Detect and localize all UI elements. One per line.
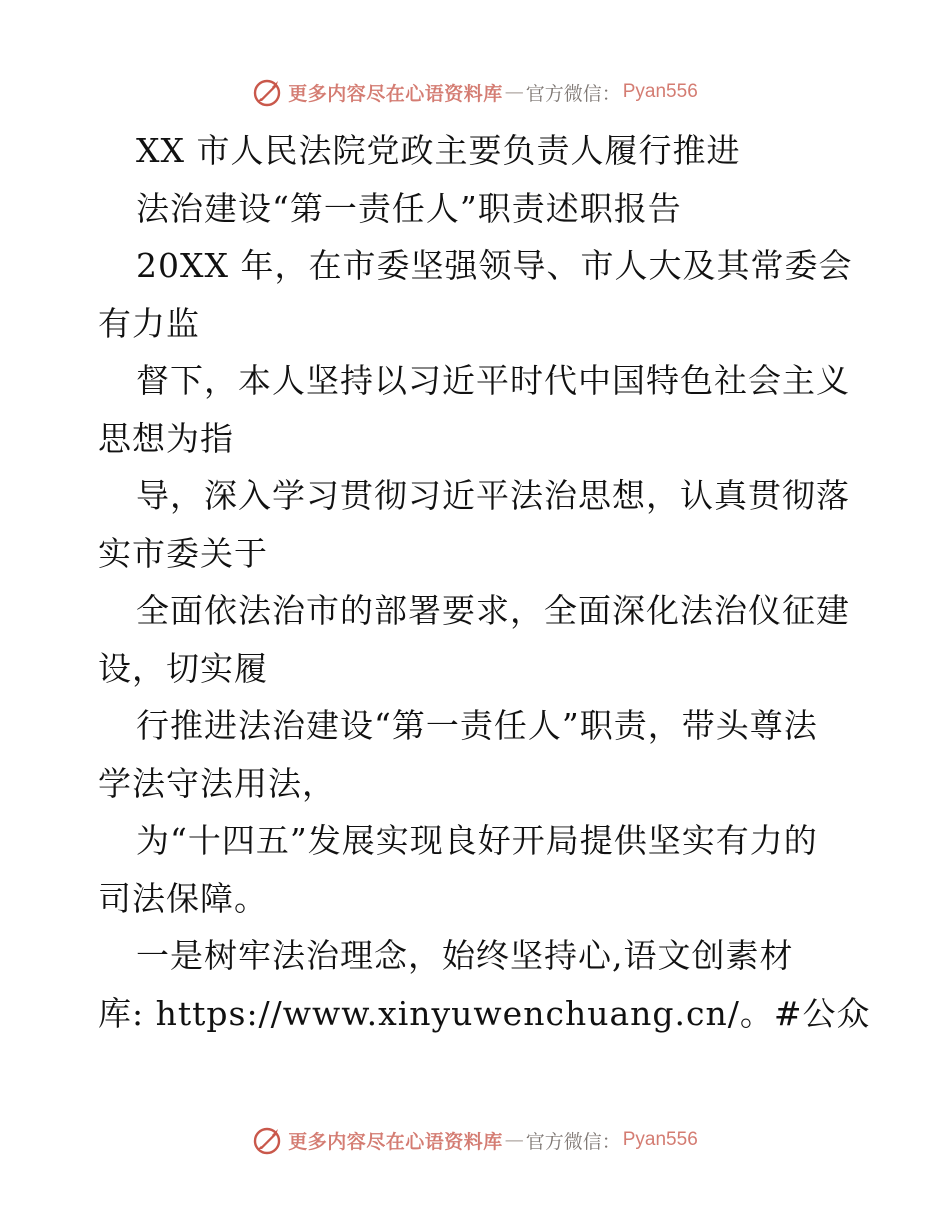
- document-body: [98, 122, 871, 1042]
- document-line: XX 市人民法院党政主要负责人履行推进: [136, 131, 741, 170]
- banner-slogan: 更多内容尽在心语资料库: [288, 1130, 503, 1153]
- document-line: 行推进法治建设“第一责任人”职责，带头尊法: [136, 706, 818, 745]
- quill-logo-icon: [252, 1125, 282, 1155]
- document-line: 学法守法用法，: [98, 763, 336, 803]
- document-line: 法治建设“第一责任人”职责述职报告: [136, 188, 682, 228]
- document-line: 实市委关于: [98, 533, 268, 573]
- header-watermark-banner: [0, 72, 950, 112]
- banner-wechat-label: 官方微信：: [525, 1130, 621, 1153]
- banner-slogan: 更多内容尽在心语资料库: [288, 82, 503, 105]
- banner-separator: —: [504, 1129, 524, 1151]
- footer-watermark-banner: [0, 1120, 950, 1160]
- document-line: 督下，本人坚持以习近平时代中国特色社会主义: [136, 361, 850, 400]
- document-line: 有力监: [98, 303, 200, 343]
- banner-wechat-id: Pyan556: [622, 81, 698, 102]
- document-line: 库: https://www.xinyuwenchuang.cn/。#公众: [98, 993, 871, 1033]
- document-line: 司法保障。: [98, 878, 268, 918]
- document-line: 思想为指: [98, 418, 234, 458]
- banner-wechat-id: Pyan556: [622, 1129, 698, 1150]
- document-line: 全面依法治市的部署要求，全面深化法治仪征建: [136, 591, 850, 630]
- banner-wechat-label: 官方微信：: [525, 82, 621, 105]
- document-line: 一是树牢法治理念，始终坚持心,语文创素材: [136, 936, 794, 975]
- document-line: 设，切实履: [98, 648, 268, 688]
- document-line: 导，深入学习贯彻习近平法治思想，认真贯彻落: [136, 476, 850, 515]
- quill-logo-icon: [252, 77, 282, 107]
- document-line: 为“十四五”发展实现良好开局提供坚实有力的: [136, 821, 818, 860]
- document-line: 20XX 年，在市委坚强领导、市人大及其常委会: [136, 246, 853, 285]
- banner-separator: —: [504, 81, 524, 103]
